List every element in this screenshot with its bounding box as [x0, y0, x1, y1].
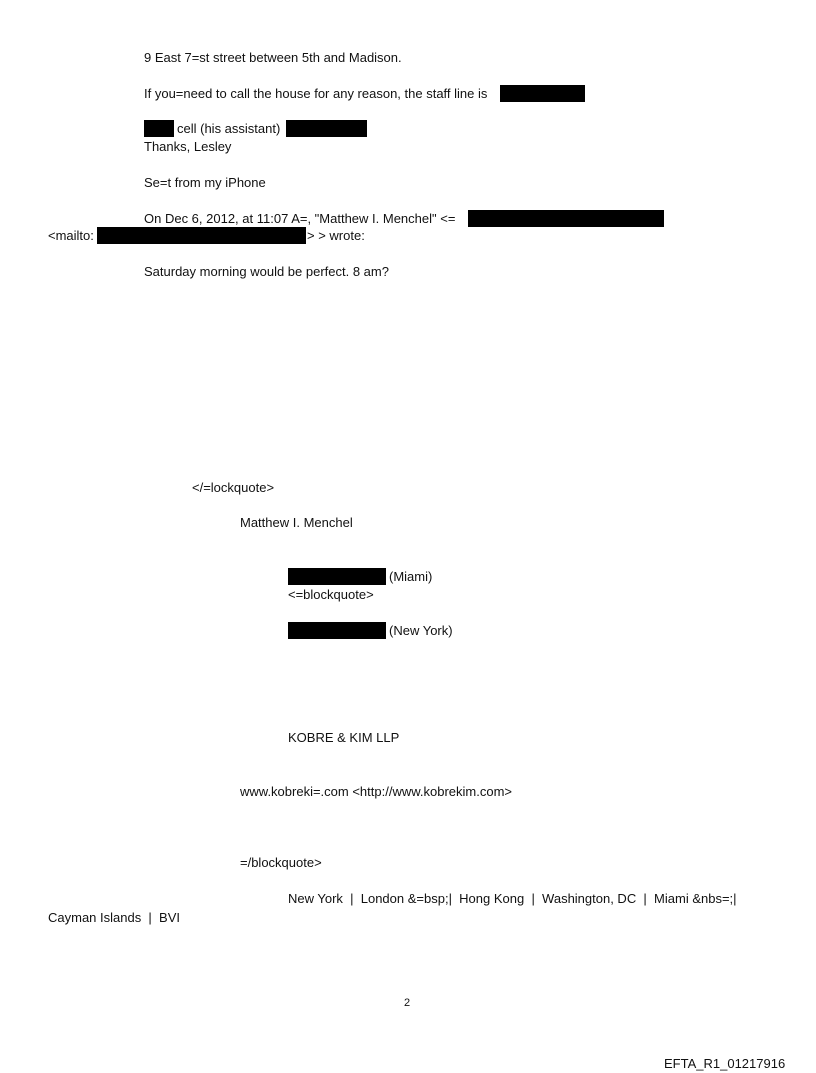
redaction-staff-phone [500, 85, 585, 102]
offices-line-2: Cayman Islands | BVI [48, 910, 180, 925]
redaction-assistant-phone [286, 120, 367, 137]
redaction-miami-phone [288, 568, 386, 585]
redaction-cell-name [144, 120, 174, 137]
thanks-line: Thanks, Lesley [144, 139, 232, 154]
document-id: EFTA_R1_01217916 [664, 1056, 786, 1071]
signature-name: Matthew I. Menchel [240, 515, 353, 530]
page-number: 2 [404, 997, 411, 1009]
open-blockquote: <=blockquote> [288, 587, 374, 602]
mailto-suffix: > > wrote: [307, 228, 365, 243]
close-blockquote-2: =/blockquote> [240, 855, 322, 870]
newyork-label: (New York) [389, 623, 453, 638]
redaction-mailto-address [97, 227, 306, 244]
assistant-cell-text: cell (his assistant) [177, 121, 281, 136]
miami-label: (Miami) [389, 569, 433, 584]
mailto-prefix: <mailto: [48, 228, 94, 243]
on-date-line: On Dec 6, 2012, at 11:07 A=, "Matthew I. Menchel" <= [144, 211, 456, 226]
address-line: 9 East 7=st street between 5th and Madison. [144, 50, 402, 65]
firm-name: KOBRE & KIM LLP [288, 730, 400, 745]
website-line: www.kobreki=.com <http://www.kobrekim.com> [240, 784, 513, 799]
sent-from-line: Se=t from my iPhone [144, 175, 266, 190]
redaction-email-address [468, 210, 664, 227]
close-blockquote-1: </=lockquote> [192, 480, 275, 495]
staff-line-text: If you=need to call the house for any reason, the staff line is [144, 86, 488, 101]
redaction-newyork-phone [288, 622, 386, 639]
offices-line-1: New York | London &=bsp;| Hong Kong | Washington, DC | Miami &nbs=;| [288, 891, 737, 906]
saturday-line: Saturday morning would be perfect. 8 am? [144, 264, 389, 279]
